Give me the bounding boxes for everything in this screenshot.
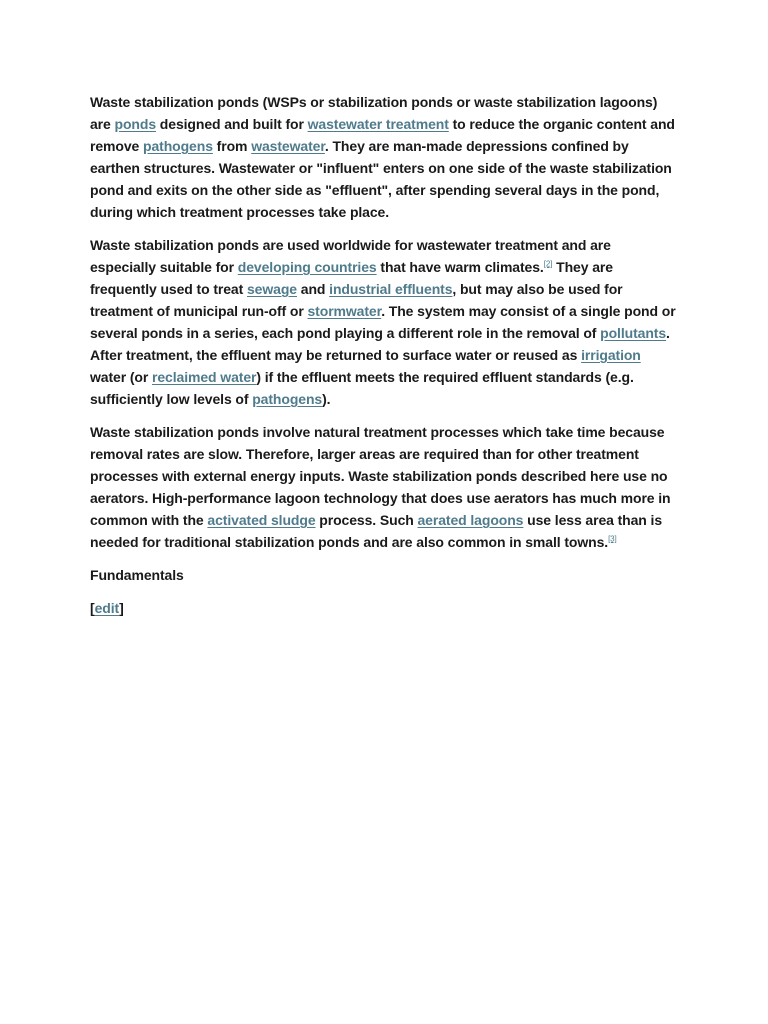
inline-link[interactable]: stormwater: [307, 303, 382, 319]
text-segment: Waste stabilization ponds are used worldwide for wastewater treatment and are especially suitable for: [90, 237, 611, 275]
inline-link[interactable]: aerated lagoons: [417, 512, 524, 528]
text-segment: , but may also be used for treatment of municipal run-off or: [90, 281, 623, 319]
text-segment: water (or: [90, 369, 153, 385]
inline-link[interactable]: pathogens: [143, 138, 213, 154]
inline-link[interactable]: pathogens: [252, 391, 323, 407]
paragraph: [90, 421, 680, 553]
reference-link[interactable]: [3]: [608, 534, 617, 544]
text-segment: . After treatment, the effluent may be returned to surface water or reused as: [90, 325, 670, 363]
paragraph: [90, 91, 680, 223]
edit-close-bracket: ]: [119, 600, 124, 616]
edit-link[interactable]: edit: [94, 600, 120, 616]
text-segment: Waste stabilization ponds involve natural treatment processes which take time because removal rates are slow. Therefore, larger areas are required than for other treatment processes with external energy inputs. Waste stabilization ponds described here use no aerators. High-performance lagoon technology that does use aerators has much more in common with the: [90, 424, 671, 528]
inline-link[interactable]: industrial effluents: [329, 281, 453, 297]
text-segment: process. Such: [315, 512, 418, 528]
inline-link[interactable]: irrigation: [581, 347, 641, 363]
reference-superscript: [608, 534, 617, 543]
text-segment: from: [212, 138, 252, 154]
text-segment: . The system may consist of a single pond or several ponds in a series, each pond playing a different role in the removal of: [90, 303, 676, 341]
text-segment: use less area than is needed for traditional stabilization ponds and are also common in small towns.: [90, 512, 663, 550]
article-body: [90, 91, 680, 630]
text-segment: . They are man-made depressions confined by earthen structures. Wastewater or "influent" enters on one side of the waste stabilization pond and exits on the other side as "effluent", after spending several days in the pond, during which treatment processes take place.: [90, 138, 672, 220]
inline-link[interactable]: ponds: [114, 116, 157, 132]
text-segment: ).: [322, 391, 331, 407]
text-segment: designed and built for: [156, 116, 308, 132]
section-heading: Fundamentals: [90, 567, 184, 583]
inline-link[interactable]: wastewater treatment: [307, 116, 449, 132]
inline-link[interactable]: sewage: [246, 281, 297, 297]
text-segment: and: [296, 281, 330, 297]
inline-link[interactable]: activated sludge: [207, 512, 316, 528]
edit-open-bracket: [: [90, 600, 95, 616]
inline-link[interactable]: pollutants: [600, 325, 667, 341]
paragraph: [90, 234, 680, 410]
paragraph-container: [90, 91, 680, 553]
text-segment: to reduce the organic content and remove: [90, 116, 675, 154]
inline-link[interactable]: wastewater: [251, 138, 325, 154]
edit-section: [90, 597, 680, 619]
inline-link[interactable]: developing countries: [237, 259, 377, 275]
text-segment: Waste stabilization ponds (WSPs or stabilization ponds or waste stabilization lagoons) are: [90, 94, 658, 132]
reference-link[interactable]: [2]: [543, 259, 553, 269]
text-segment: that have warm climates.: [376, 259, 544, 275]
text-segment: ) if the effluent meets the required effluent standards (e.g. sufficiently low levels of: [90, 369, 634, 407]
text-segment: They are frequently used to treat: [90, 259, 613, 297]
inline-link[interactable]: reclaimed water: [152, 369, 257, 385]
